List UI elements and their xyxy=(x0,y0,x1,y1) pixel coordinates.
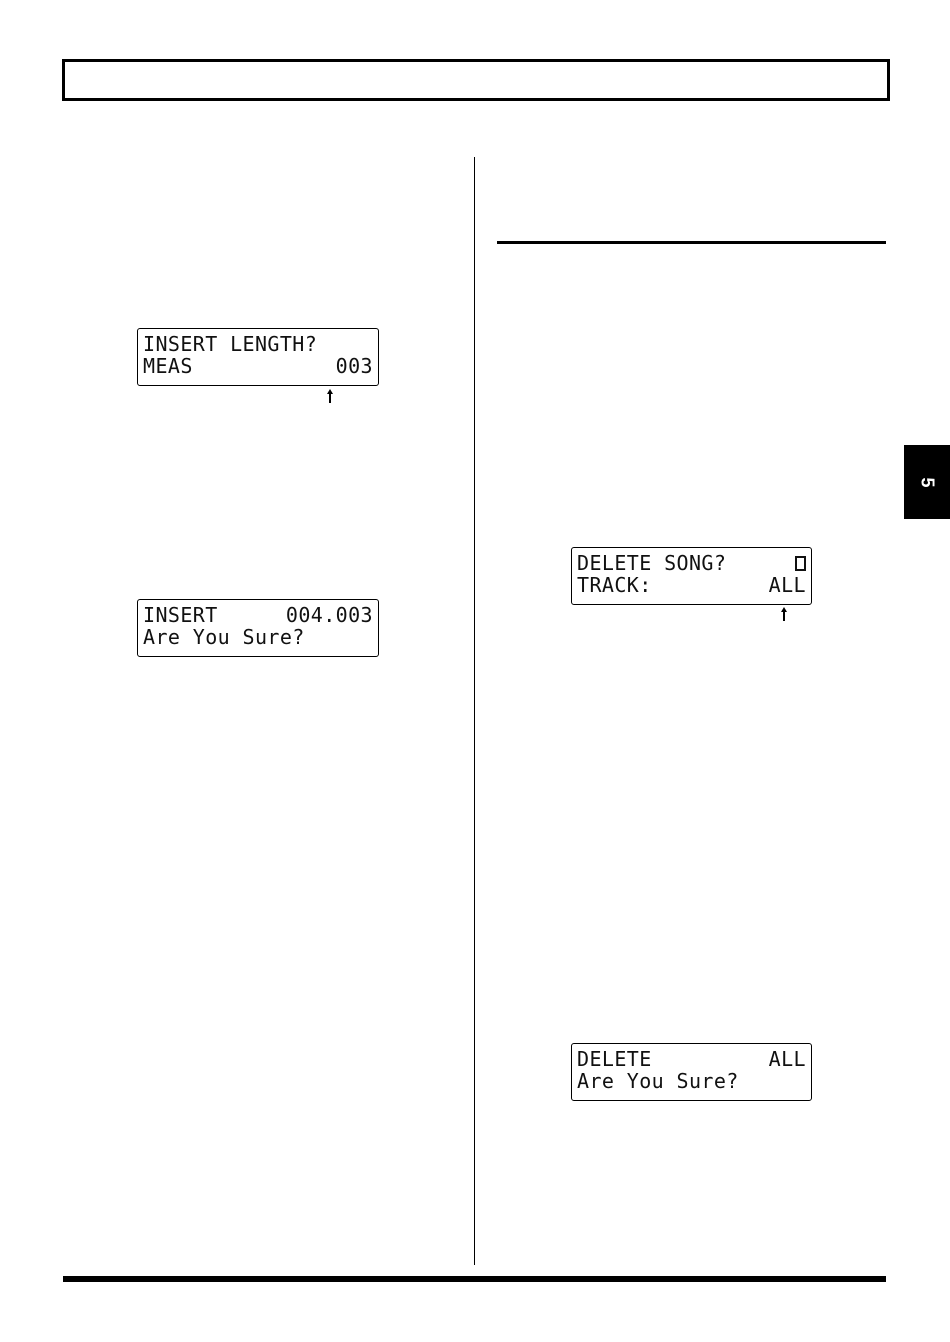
column-divider xyxy=(474,157,475,1265)
lcd-label-delete: DELETE xyxy=(577,1047,652,1071)
cursor-block-icon xyxy=(795,556,806,571)
lcd-label-insert: INSERT xyxy=(143,603,218,627)
lcd-insert-length xyxy=(137,328,379,386)
lcd-line-1: INSERT LENGTH? xyxy=(143,332,318,356)
lcd-confirm-prompt: Are You Sure? xyxy=(143,625,305,649)
lcd-label-meas: MEAS xyxy=(143,354,193,378)
section-rule xyxy=(497,241,886,244)
lcd-label-track: TRACK: xyxy=(577,573,652,597)
lcd-delete-confirm xyxy=(571,1043,812,1101)
lcd-confirm-prompt: Are You Sure? xyxy=(577,1069,739,1093)
chapter-tab xyxy=(904,445,950,519)
up-arrow-icon xyxy=(780,607,788,621)
lcd-value-track: ALL xyxy=(768,573,806,597)
lcd-value-position: 004.003 xyxy=(285,603,373,627)
up-arrow-icon xyxy=(326,389,334,403)
lcd-delete-song xyxy=(571,547,812,605)
footer-rule xyxy=(63,1276,886,1282)
header-box xyxy=(62,59,890,101)
lcd-insert-confirm xyxy=(137,599,379,657)
lcd-value-delete-target: ALL xyxy=(768,1047,806,1071)
lcd-delete-song-title: DELETE SONG? xyxy=(577,551,727,575)
lcd-value-meas: 003 xyxy=(335,354,373,378)
chapter-number: 5 xyxy=(917,476,938,488)
